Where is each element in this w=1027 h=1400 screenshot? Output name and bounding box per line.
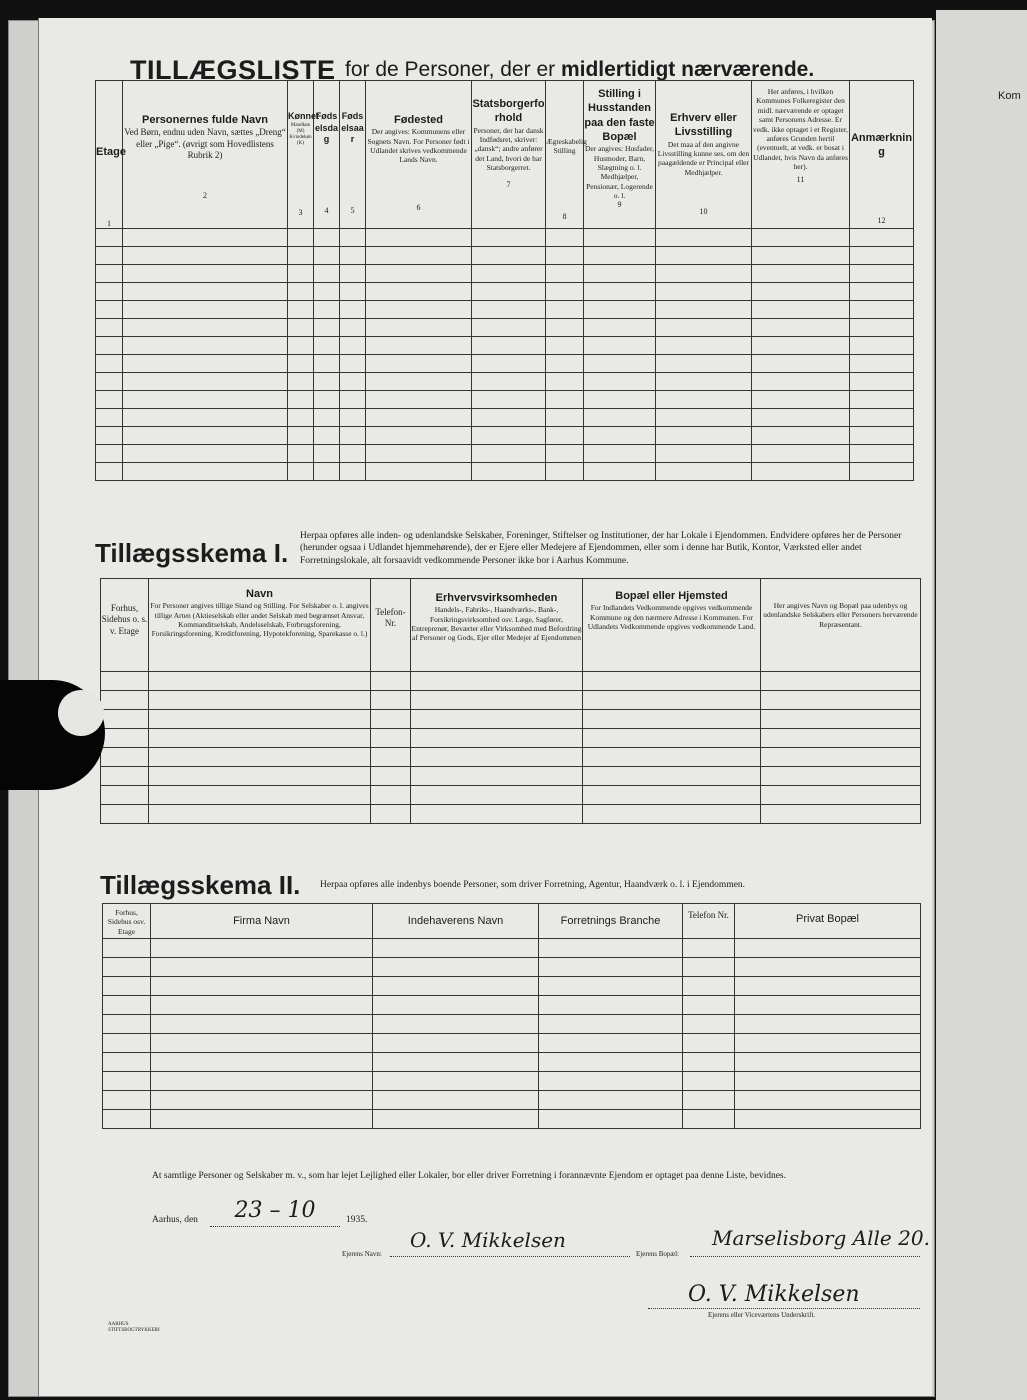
table-row xyxy=(96,301,914,319)
table-row xyxy=(101,691,921,710)
col-address: Her anføres, i hvilken Kommunes Folkeregister den midl. nærværende er optaget samt Personens Adresse. Er vedk. ikke optaget i et Register, anføres Grunden hertil (eventuelt, at vedk. er bosat i Udlandet, hvis Navn da anføres her). 11 xyxy=(752,81,850,229)
schema2-table xyxy=(102,903,921,1129)
col-occupation: Erhverv eller Livsstilling Det maa af den angivne Livsstilling kunne ses, om den paagældende er Principal eller Medhjælper. 10 xyxy=(656,81,752,229)
col-name: Personernes fulde Navn Ved Børn, endnu uden Navn, sættes „Dreng“ eller „Pige“. (øvrigt som Hovedlistens Rubrik 2) 2 xyxy=(123,81,288,229)
owner-name-line xyxy=(390,1256,630,1257)
owner-name-label: Ejerens Navn: xyxy=(342,1250,382,1258)
col-sex: Kønnet Mandkøn (M) Kvindekøn (K) 3 xyxy=(288,81,314,229)
table-row xyxy=(103,1110,921,1129)
schema2-col-floor: Forhus, Sidehus osv. Etage xyxy=(103,904,151,939)
schema2-col-phone: Telefon Nr. xyxy=(683,904,735,939)
schema1-col-business: Erhvervsvirksomheden Handels-, Fabriks-, Haandværks-, Bank-, Forsikringsvirksomhed osv. Læge, Sagfører, Entreprenør, Beværter eller Virksomhed med Befordring af Personer og Gods, Ejer eller Medejer af Ejendommen xyxy=(411,579,583,672)
col-etage: Etage 1 xyxy=(96,81,123,229)
schema2-header-row xyxy=(103,904,921,939)
schema2-col-branch: Forretnings Branche xyxy=(539,904,683,939)
schema1-col-residence: Bopæl eller Hjemsted For Indlandets Vedkommende opgives vedkommende Kommune og den nærmere Adresse i Kommunen. For Udlandets Vedkommende opgives vedkommende Land. xyxy=(583,579,761,672)
table-row xyxy=(103,1034,921,1053)
table-row xyxy=(96,283,914,301)
table-row xyxy=(101,710,921,729)
schema1-title: Tillægsskema I. xyxy=(95,538,289,568)
table-row xyxy=(96,391,914,409)
table-row xyxy=(101,729,921,748)
schema1-col-floor: Forhus, Sidehus o. s. v. Etage xyxy=(101,579,149,672)
table-row xyxy=(103,1015,921,1034)
col-birthyear: Fødselsaar 5 xyxy=(340,81,366,229)
year-label: 1935. xyxy=(346,1215,368,1225)
col-birthday: Fødselsdag 4 xyxy=(314,81,340,229)
table-row xyxy=(103,996,921,1015)
table-row xyxy=(103,939,921,958)
table-row xyxy=(96,229,914,247)
table-row xyxy=(96,247,914,265)
table-row xyxy=(96,373,914,391)
schema2-col-owner: Indehaverens Navn xyxy=(373,904,539,939)
adjacent-page xyxy=(936,10,1027,1400)
signature-line xyxy=(648,1308,920,1309)
table-row xyxy=(96,427,914,445)
main-list-header-row xyxy=(96,81,914,229)
main-list-table xyxy=(95,80,914,481)
table-row xyxy=(96,337,914,355)
table-row xyxy=(96,463,914,481)
table-row xyxy=(96,355,914,373)
schema2-title: Tillægsskema II. xyxy=(100,870,301,900)
col-remarks: Anmærkning 12 xyxy=(850,81,914,229)
adjacent-page-text: Kom xyxy=(998,90,1021,102)
schema2-col-private-address: Privat Bopæl xyxy=(735,904,921,939)
col-citizenship: Statsborgerforhold Personer, der har dansk Indfødsret, skriver: „dansk“; andre anfører det Land, hvori de har Statsborgerret. 7 xyxy=(472,81,546,229)
main-list-subtitle: for de Personer, der er midlertidigt nærværende. xyxy=(345,58,815,81)
table-row xyxy=(101,805,921,824)
owner-address-handwritten: Marselisborg Alle 20. xyxy=(712,1226,930,1250)
table-row xyxy=(103,1053,921,1072)
owner-address-line xyxy=(690,1256,920,1257)
date-line xyxy=(210,1226,340,1227)
schema1-header-row xyxy=(101,579,921,672)
col-birthplace: Fødested Der angives: Kommunens eller Sognets Navn. For Personer født i Udlandet skrives vedkommende Lands Navn. 6 xyxy=(366,81,472,229)
schema1-table xyxy=(100,578,921,824)
schema1-col-representative: Her angives Navn og Bopæl paa udenbys og udenlandske Selskabers eller Personers herværende Repræsentant. xyxy=(761,579,921,672)
signature-label: Ejerens eller Viceværtens Underskrift. xyxy=(708,1311,816,1319)
owner-address-label: Ejerens Bopæl: xyxy=(636,1250,679,1258)
schema2-note: Herpaa opføres alle indenbys boende Personer, som driver Forretning, Agentur, Haandværk o. l. i Ejendommen. xyxy=(320,880,746,890)
table-row xyxy=(96,445,914,463)
printer-imprint: AARHUS STIFTSBOGTRYKKERI xyxy=(108,1322,160,1333)
table-row xyxy=(96,265,914,283)
owner-name-handwritten: O. V. Mikkelsen xyxy=(410,1228,566,1252)
table-row xyxy=(96,409,914,427)
col-marital: Ægteskabelig Stilling 8 xyxy=(546,81,584,229)
thumbnail xyxy=(58,690,104,736)
attestation-text: At samtlige Personer og Selskaber m. v., som har lejet Lejlighed eller Lokaler, bor eller driver Forretning i forannævnte Ejendom er optaget paa denne Liste, bevidnes. xyxy=(152,1171,786,1181)
place-label: Aarhus, den xyxy=(152,1215,198,1225)
table-row xyxy=(96,319,914,337)
main-list-title: TILLÆGSLISTE xyxy=(130,55,336,85)
signature-handwritten: O. V. Mikkelsen xyxy=(688,1282,860,1307)
table-row xyxy=(101,672,921,691)
handwritten-date: 23 – 10 xyxy=(234,1198,316,1223)
schema1-col-name: Navn For Personer angives tillige Stand og Stilling. For Selskaber o. l. angives tillige Arten (Aktieselskab eller andet Selskab med begrænset Ansvar, Kommanditselskab, Andelsselskab, Forbrugsforening, Forsikringsforening, Kreditforening, Hypotekforening, Sparekasse o. l.) xyxy=(149,579,371,672)
table-row xyxy=(103,958,921,977)
table-row xyxy=(101,767,921,786)
table-row xyxy=(101,786,921,805)
col-household: Stilling i Husstanden paa den faste Bopæl Der angives: Husfader, Husmoder, Barn, Slægtning o. l. Medhjælper, Pensionær, Logerende o. l. 9 xyxy=(584,81,656,229)
table-row xyxy=(103,1091,921,1110)
schema2-col-firm: Firma Navn xyxy=(151,904,373,939)
table-row xyxy=(103,1072,921,1091)
schema1-note: Herpaa opføres alle inden- og udenlandske Selskaber, Foreninger, Stiftelser og Institutioner, der har Lokale i Ejendommen. Endvidere opføres her de Personer (herunder ogsaa i Udlandet hjemmehørende), der er Ejere eller Medejere af Ejendommen, eller som i denne har Butik, Kontor, Værksted eller andet Forretningslokale, alt forsaavidt vedkommende Personer ikke bor i Aarhus Kommune. xyxy=(300,531,902,566)
table-row xyxy=(101,748,921,767)
schema1-col-phone: Telefon-Nr. xyxy=(371,579,411,672)
table-row xyxy=(103,977,921,996)
